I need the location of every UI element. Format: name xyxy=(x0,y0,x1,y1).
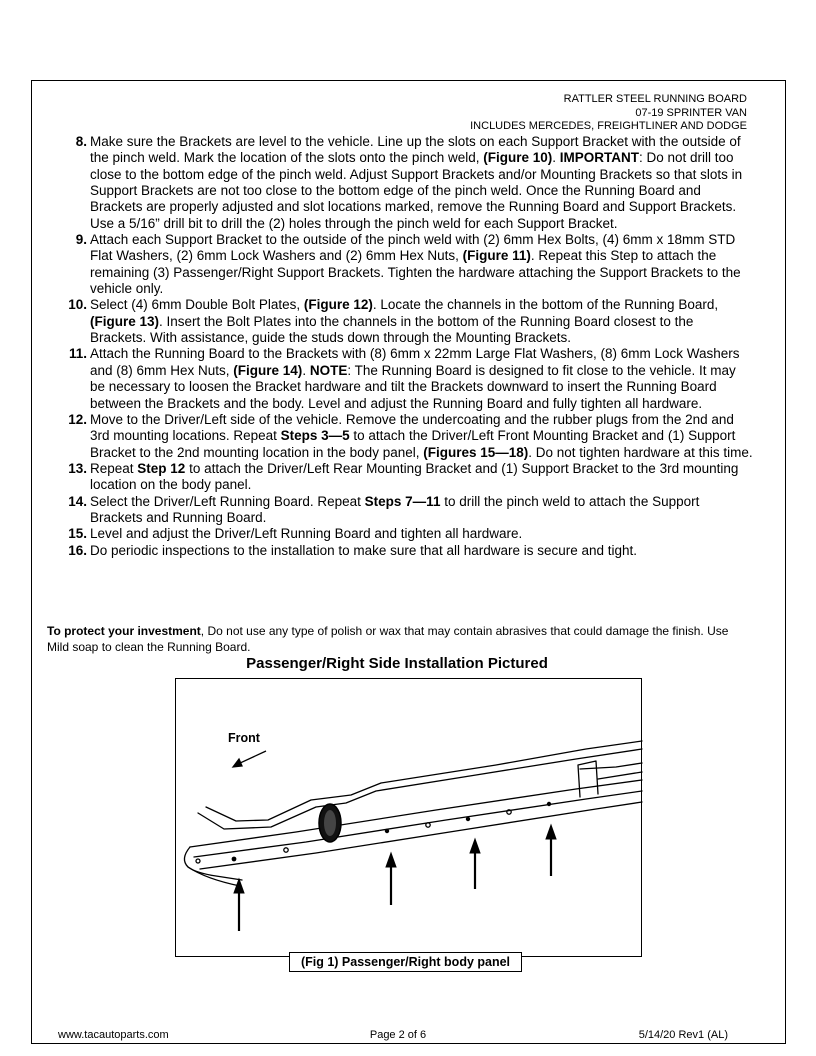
text-run: : Do not drill too close to the bottom edge of the pinch weld. Adjust Support Brackets and/or Mounting Brackets so that slots in Support Brackets are not too close to the bottom edge of the pinch weld. Once the Running Board and Brackets are properly adjusted and slot locations marked, remove the Running Board and Support Brackets. Use a 5/16” drill bit to drill the (2) holes through the pinch weld for each Support Bracket. xyxy=(90,150,743,231)
mounting-hole xyxy=(284,848,288,852)
mounting-dot xyxy=(547,802,551,806)
bold-text: Step 12 xyxy=(137,460,186,476)
front-label: Front xyxy=(228,731,260,745)
step-number: 10. xyxy=(68,297,87,313)
rear-pillar xyxy=(578,761,598,797)
bold-text: Steps 7—11 xyxy=(364,493,441,509)
bold-text: NOTE xyxy=(309,362,348,378)
bold-text: IMPORTANT xyxy=(559,150,640,166)
text-run: to drill the pinch weld to attach the Support Brackets and Running Board. xyxy=(90,493,700,525)
text-run: to attach the Driver/Left Front Mounting Bracket and (1) Support Bracket to the 2nd mounting location in the body panel, xyxy=(90,428,736,460)
pinch-weld-line xyxy=(194,791,642,857)
text-run: Do periodic inspections to the installation to make sure that all hardware is secure and tight. xyxy=(90,542,638,558)
footer-revision: 5/14/20 Rev1 (AL) xyxy=(638,1029,728,1041)
text-run: : The Running Board is designed to fit close to the vehicle. It may be necessary to loosen the Bracket hardware and tilt the Brackets downward to insert the Running Board between the Brackets and the body. Level and adjust the Running Board and fully tighten all hardware. xyxy=(90,362,736,411)
step-item xyxy=(60,346,760,411)
step-text xyxy=(90,297,753,346)
header-makes: INCLUDES MERCEDES, FREIGHTLINER AND DODGE xyxy=(470,120,747,133)
step-text xyxy=(90,134,753,232)
mounting-dot xyxy=(232,857,237,862)
text-run: Attach the Running Board to the Brackets with (8) 6mm x 22mm Large Flat Washers, (8) 6mm Lock Washers and (8) 6mm Hex Nuts, xyxy=(90,346,740,378)
front-arrow-head xyxy=(233,759,242,767)
step-item xyxy=(60,494,760,527)
bold-text: (Figure 10) xyxy=(483,150,553,166)
figure-illustration xyxy=(175,678,642,957)
body-panel-upper-line xyxy=(206,741,642,821)
mounting-dot xyxy=(385,829,389,833)
instruction-steps xyxy=(60,134,760,559)
location-arrow-head xyxy=(386,853,396,867)
step-number: 13. xyxy=(68,460,87,476)
location-arrow-head xyxy=(546,825,556,839)
step-item xyxy=(60,526,760,542)
care-note xyxy=(47,624,737,655)
step-number: 9. xyxy=(75,232,87,248)
location-arrow-head xyxy=(234,879,244,893)
text-run: Make sure the Brackets are level to the vehicle. Line up the slots on each Support Bracket with the outside of the pinch weld. Mark the location of the slots onto the pinch weld, xyxy=(90,134,741,166)
text-run: . xyxy=(302,362,310,378)
location-arrow-head xyxy=(470,839,480,853)
footer-website: www.tacautoparts.com xyxy=(58,1029,169,1041)
bold-text: Steps 3—5 xyxy=(280,428,350,444)
step-text xyxy=(90,543,753,559)
text-run: to attach the Driver/Left Rear Mounting Bracket and (1) Support Bracket to the 3rd mounting location on the body panel. xyxy=(90,460,739,493)
step-number: 8. xyxy=(75,134,87,149)
step-item xyxy=(60,412,760,461)
text-run: Select (4) 6mm Double Bolt Plates, xyxy=(90,297,304,313)
mounting-hole xyxy=(196,859,200,863)
mounting-dot xyxy=(466,817,470,821)
rubber-plug-highlight xyxy=(324,810,336,836)
bold-text: (Figures 15—18) xyxy=(423,444,529,460)
text-run: Move to the Driver/Left side of the vehicle. Remove the undercoating and the rubber plugs from the 2nd and 3rd mounting locations. Repeat xyxy=(90,411,734,444)
step-item xyxy=(60,134,760,232)
bold-text: (Figure 13) xyxy=(90,313,160,329)
step-text xyxy=(90,526,753,542)
step-text xyxy=(90,461,753,494)
step-item xyxy=(60,297,760,346)
front-arrow xyxy=(238,751,266,764)
bold-text: To protect your investment xyxy=(47,624,201,638)
step-text xyxy=(90,494,753,527)
step-number: 15. xyxy=(68,526,87,542)
bold-text: (Figure 14) xyxy=(233,362,303,378)
step-item xyxy=(60,543,760,559)
text-run: , Do not use any type of polish or wax that may contain abrasives that could damage the finish. Use Mild soap to clean the Running Board. xyxy=(47,624,729,654)
step-number: 11. xyxy=(68,346,87,362)
text-run: Select the Driver/Left Running Board. Repeat xyxy=(90,493,365,509)
step-text xyxy=(90,232,753,297)
bold-text: (Figure 12) xyxy=(303,297,373,313)
rear-panel-edge xyxy=(598,772,642,779)
step-number: 14. xyxy=(68,493,87,509)
text-run: Level and adjust the Driver/Left Running Board and tighten all hardware. xyxy=(90,526,523,542)
text-run: . Insert the Bolt Plates into the channels in the bottom of the Running Board closest to the Brackets. With assistance, guide the studs down through the Mounting Brackets. xyxy=(90,313,694,346)
text-run: Attach each Support Bracket to the outside of the pinch weld with (2) 6mm Hex Bolts, (4) 6mm x 18mm STD Flat Washers, (2) 6mm Lock Washers and (2) 6mm Hex Nuts, xyxy=(90,232,736,264)
step-number: 16. xyxy=(68,542,87,558)
text-run: . Locate the channels in the bottom of the Running Board, xyxy=(372,297,719,313)
wheel-arch-edge xyxy=(188,867,240,886)
document-header xyxy=(470,93,747,134)
figure-caption: (Fig 1) Passenger/Right body panel xyxy=(289,952,522,972)
figure-title: Passenger/Right Side Installation Pictured xyxy=(246,655,548,672)
text-run: . Do not tighten hardware at this time. xyxy=(528,444,753,460)
header-product-name: RATTLER STEEL RUNNING BOARD xyxy=(563,93,747,105)
step-item xyxy=(60,461,760,494)
header-vehicle: 07-19 SPRINTER VAN xyxy=(635,106,747,119)
body-panel-drawing xyxy=(176,679,643,958)
rear-panel-top xyxy=(580,763,642,769)
footer-page-number: Page 2 of 6 xyxy=(369,1029,427,1041)
bold-text: (Figure 11) xyxy=(462,248,531,264)
step-item xyxy=(60,232,760,297)
step-number: 12. xyxy=(68,411,87,427)
step-text xyxy=(90,412,753,461)
step-text xyxy=(90,346,753,411)
text-run: . Repeat this Step to attach the remaining (3) Passenger/Right Support Brackets. Tighten the hardware attaching the Support Brackets to the vehicle only. xyxy=(90,248,741,297)
text-run: . xyxy=(552,150,560,166)
text-run: Repeat xyxy=(90,460,138,476)
